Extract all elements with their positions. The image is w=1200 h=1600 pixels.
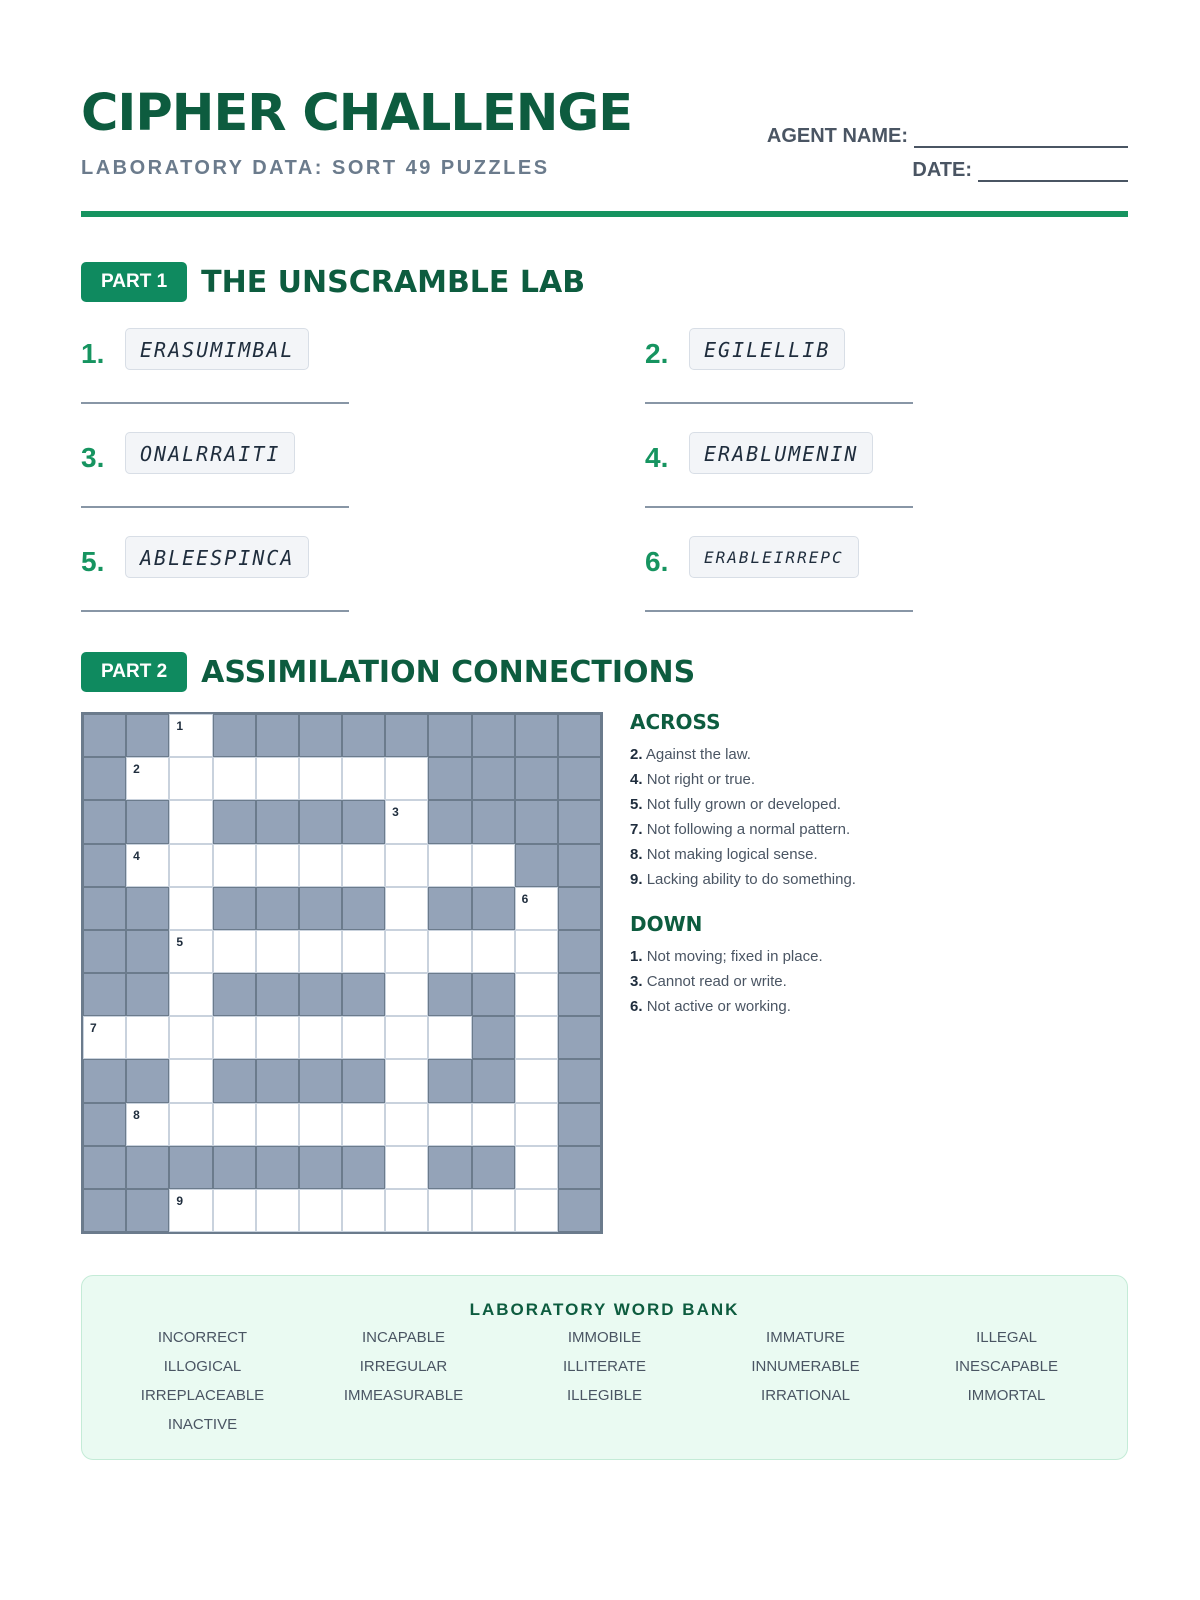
crossword-block: [83, 1146, 126, 1189]
clue-text: Not fully grown or developed.: [646, 796, 841, 813]
crossword-block: [83, 1059, 126, 1102]
crossword-cell[interactable]: [169, 1059, 212, 1102]
crossword-cell[interactable]: [515, 1103, 558, 1146]
answer-line[interactable]: [645, 402, 913, 404]
answer-line[interactable]: [645, 506, 913, 508]
crossword-block: [126, 1146, 169, 1189]
crossword-block: [213, 887, 256, 930]
word-bank-item: INESCAPABLE: [954, 1358, 1059, 1375]
crossword-block: [299, 887, 342, 930]
crossword-block: [299, 973, 342, 1016]
word-bank-item: IRREGULAR: [359, 1358, 448, 1375]
crossword-cell[interactable]: [169, 1016, 212, 1059]
crossword-block: [342, 887, 385, 930]
crossword-block: [299, 1059, 342, 1102]
crossword-cell[interactable]: [126, 844, 169, 887]
crossword-cell[interactable]: [428, 844, 471, 887]
crossword-block: [515, 800, 558, 843]
answer-line[interactable]: [81, 402, 349, 404]
crossword-block: [515, 757, 558, 800]
crossword-block: [472, 1016, 515, 1059]
crossword-cell[interactable]: [342, 930, 385, 973]
date-field[interactable]: [978, 162, 1128, 182]
clue-number-label: 1: [176, 719, 184, 733]
crossword-block: [256, 973, 299, 1016]
header-divider: [81, 211, 1128, 217]
crossword-cell[interactable]: [428, 1189, 471, 1232]
crossword-block: [428, 1059, 471, 1102]
worksheet-header: [81, 84, 1128, 220]
scrambled-word: EGILELLIB: [689, 328, 845, 370]
crossword-cell[interactable]: [385, 1016, 428, 1059]
crossword-block: [126, 930, 169, 973]
crossword-block: [558, 887, 601, 930]
crossword-cell[interactable]: [256, 930, 299, 973]
puzzle-number: 4.: [645, 442, 669, 473]
crossword-cell[interactable]: [385, 973, 428, 1016]
date-label: DATE:: [912, 159, 972, 181]
crossword-cell[interactable]: [169, 800, 212, 843]
crossword-block: [126, 887, 169, 930]
crossword-cell[interactable]: [169, 1189, 212, 1232]
crossword-cell[interactable]: [385, 844, 428, 887]
crossword-cell[interactable]: [385, 757, 428, 800]
crossword-block: [126, 714, 169, 757]
crossword-block: [428, 887, 471, 930]
crossword-block: [126, 973, 169, 1016]
crossword-cell[interactable]: [385, 1146, 428, 1189]
clue-number-label: 6: [521, 891, 529, 906]
crossword-block: [83, 887, 126, 930]
word-bank-item: ILLEGAL: [976, 1329, 1037, 1346]
crossword-cell[interactable]: [213, 757, 256, 800]
crossword-block: [299, 800, 342, 843]
crossword-cell[interactable]: [299, 757, 342, 800]
crossword-cell[interactable]: [515, 1189, 558, 1232]
crossword-clues: [630, 710, 1110, 1019]
word-bank-item: IRRATIONAL: [761, 1387, 850, 1404]
crossword-cell[interactable]: [169, 973, 212, 1016]
crossword-cell[interactable]: [169, 714, 212, 757]
crossword-cell[interactable]: [299, 930, 342, 973]
crossword-cell[interactable]: [213, 1016, 256, 1059]
crossword-block: [558, 1189, 601, 1232]
clue-text: Against the law.: [645, 746, 751, 763]
crossword-cell[interactable]: [299, 1189, 342, 1232]
crossword-block: [558, 800, 601, 843]
scrambled-word: ERABLEIRREPC: [689, 536, 859, 578]
crossword-block: [256, 714, 299, 757]
crossword-block: [83, 800, 126, 843]
across-clue: [630, 867, 1110, 892]
answer-line[interactable]: [81, 610, 349, 612]
crossword-block: [515, 714, 558, 757]
crossword-block: [299, 1146, 342, 1189]
scrambled-word: ERABLUMENIN: [689, 432, 873, 474]
crossword-block: [428, 714, 471, 757]
crossword-block: [83, 973, 126, 1016]
crossword-block: [83, 1103, 126, 1146]
word-bank-item: IMMOBILE: [567, 1329, 642, 1346]
clue-text: Cannot read or write.: [646, 973, 787, 990]
across-clue: [630, 817, 1110, 842]
crossword-cell[interactable]: [169, 757, 212, 800]
crossword-block: [83, 930, 126, 973]
clue-number-label: 9: [176, 1193, 184, 1208]
crossword-block: [256, 1146, 299, 1189]
crossword-cell[interactable]: [515, 973, 558, 1016]
clue-text: Not right or true.: [646, 771, 756, 788]
crossword-cell[interactable]: [385, 887, 428, 930]
crossword-block: [558, 757, 601, 800]
word-bank-title: LABORATORY WORD BANK: [469, 1300, 740, 1319]
crossword-block: [472, 1146, 515, 1189]
part2-heading: [81, 652, 695, 692]
word-bank-item: ILLEGIBLE: [566, 1387, 643, 1404]
clue-number: 9.: [630, 871, 643, 888]
agent-name-label: AGENT NAME:: [766, 125, 908, 147]
crossword-block: [472, 800, 515, 843]
crossword-cell[interactable]: [126, 1103, 169, 1146]
crossword-cell[interactable]: [428, 1103, 471, 1146]
crossword-block: [558, 1103, 601, 1146]
crossword-cell[interactable]: [256, 1189, 299, 1232]
crossword-block: [342, 714, 385, 757]
crossword-block: [213, 800, 256, 843]
puzzle-number: 1.: [81, 338, 105, 369]
scrambled-word: ERASUMIMBAL: [125, 328, 309, 370]
down-heading: DOWN: [630, 912, 703, 936]
part2-badge: PART 2: [81, 652, 187, 692]
page-title: CIPHER CHALLENGE: [81, 84, 633, 143]
clue-number-label: 8: [133, 1107, 140, 1122]
crossword-block: [558, 1016, 601, 1059]
crossword-cell[interactable]: [169, 887, 212, 930]
puzzle-number: 5.: [81, 546, 105, 577]
word-bank-item: ILLITERATE: [562, 1358, 647, 1375]
crossword-block: [169, 1146, 212, 1189]
crossword-block: [342, 973, 385, 1016]
part1-badge: PART 1: [81, 262, 187, 302]
crossword-block: [472, 757, 515, 800]
crossword-cell[interactable]: [342, 1103, 385, 1146]
crossword-cell[interactable]: [472, 1103, 515, 1146]
crossword-block: [428, 800, 471, 843]
crossword-cell[interactable]: [472, 930, 515, 973]
crossword-cell[interactable]: [342, 844, 385, 887]
crossword-cell[interactable]: [299, 1103, 342, 1146]
clue-number-label: 7: [90, 1021, 97, 1036]
agent-name-field[interactable]: [914, 128, 1128, 148]
puzzle-number: 2.: [645, 338, 669, 369]
clue-number: 7.: [630, 821, 643, 838]
crossword-block: [472, 973, 515, 1016]
crossword-cell[interactable]: [472, 1189, 515, 1232]
crossword-block: [83, 714, 126, 757]
crossword-cell[interactable]: [299, 1016, 342, 1059]
date-row: [728, 156, 1128, 182]
crossword-cell[interactable]: [385, 930, 428, 973]
word-bank-item: IMMATURE: [766, 1329, 845, 1346]
word-bank-item: IMMORTAL: [967, 1387, 1046, 1404]
crossword-block: [213, 714, 256, 757]
crossword-cell[interactable]: [515, 887, 558, 930]
crossword-block: [342, 800, 385, 843]
clue-text: Not making logical sense.: [646, 846, 818, 863]
clue-text: Not moving; fixed in place.: [646, 948, 823, 965]
crossword-block: [342, 1146, 385, 1189]
puzzle-number: 3.: [81, 442, 105, 473]
clue-number-label: 4: [133, 848, 140, 863]
crossword-cell[interactable]: [342, 1189, 385, 1232]
crossword-cell[interactable]: [472, 844, 515, 887]
crossword-block: [558, 1059, 601, 1102]
clue-number: 2.: [630, 746, 643, 763]
crossword-block: [126, 1189, 169, 1232]
answer-line[interactable]: [645, 610, 913, 612]
crossword-cell[interactable]: [256, 1103, 299, 1146]
crossword-cell[interactable]: [515, 1059, 558, 1102]
crossword-block: [558, 844, 601, 887]
across-clue: [630, 842, 1110, 867]
crossword-block: [558, 714, 601, 757]
across-heading: ACROSS: [630, 710, 721, 734]
across-clue: [630, 792, 1110, 817]
across-clue: [630, 767, 1110, 792]
agent-info-block: [728, 122, 1128, 190]
crossword-block: [515, 844, 558, 887]
down-clue: [630, 969, 1110, 994]
clue-number: 6.: [630, 998, 643, 1015]
crossword-cell[interactable]: [385, 800, 428, 843]
clue-number: 1.: [630, 948, 643, 965]
scrambled-word: ABLEESPINCA: [125, 536, 309, 578]
agent-name-row: [728, 122, 1128, 148]
crossword-cell[interactable]: [213, 1103, 256, 1146]
crossword-grid: [81, 712, 603, 1234]
crossword-block: [256, 887, 299, 930]
clue-text: Lacking ability to do something.: [646, 871, 856, 888]
crossword-block: [126, 800, 169, 843]
crossword-cell[interactable]: [299, 844, 342, 887]
crossword-cell[interactable]: [385, 1059, 428, 1102]
crossword-block: [213, 1059, 256, 1102]
part2-title: ASSIMILATION CONNECTIONS: [201, 654, 696, 690]
crossword-cell[interactable]: [385, 1189, 428, 1232]
down-clue: [630, 994, 1110, 1019]
crossword-block: [428, 1146, 471, 1189]
crossword-cell[interactable]: [256, 844, 299, 887]
crossword-block: [558, 973, 601, 1016]
word-bank-item: INNUMERABLE: [751, 1358, 860, 1375]
clue-number-label: 5: [176, 934, 184, 949]
crossword-block: [428, 973, 471, 1016]
crossword-cell[interactable]: [126, 757, 169, 800]
crossword-cell[interactable]: [515, 1146, 558, 1189]
crossword-block: [213, 1146, 256, 1189]
crossword-block: [342, 1059, 385, 1102]
crossword-block: [83, 757, 126, 800]
crossword-block: [472, 887, 515, 930]
clue-number: 8.: [630, 846, 643, 863]
clue-number-label: 2: [133, 762, 140, 777]
crossword-cell[interactable]: [256, 757, 299, 800]
crossword-block: [299, 714, 342, 757]
down-clue: [630, 944, 1110, 969]
clue-text: Not following a normal pattern.: [646, 821, 851, 838]
crossword-cell[interactable]: [515, 1016, 558, 1059]
crossword-cell[interactable]: [169, 844, 212, 887]
crossword-cell[interactable]: [213, 930, 256, 973]
crossword-cell[interactable]: [385, 1103, 428, 1146]
answer-line[interactable]: [81, 506, 349, 508]
clue-number: 5.: [630, 796, 643, 813]
crossword-cell[interactable]: [83, 1016, 126, 1059]
crossword-cell[interactable]: [169, 930, 212, 973]
clue-number-label: 3: [392, 805, 399, 820]
crossword-cell[interactable]: [428, 930, 471, 973]
crossword-cell[interactable]: [428, 1016, 471, 1059]
crossword-block: [558, 1146, 601, 1189]
word-bank-list: [102, 1326, 1107, 1436]
crossword-block: [83, 1189, 126, 1232]
across-clue: [630, 742, 1110, 767]
crossword-cell[interactable]: [213, 844, 256, 887]
word-bank-item: INCORRECT: [157, 1329, 248, 1346]
word-bank: [81, 1275, 1128, 1460]
crossword-block: [83, 844, 126, 887]
part1-title: THE UNSCRAMBLE LAB: [201, 264, 586, 300]
crossword-cell[interactable]: [256, 1016, 299, 1059]
word-bank-item: INACTIVE: [167, 1416, 238, 1433]
crossword-cell[interactable]: [515, 930, 558, 973]
page-subtitle: LABORATORY DATA: SORT 49 PUZZLES: [81, 157, 550, 179]
word-bank-item: INCAPABLE: [361, 1329, 446, 1346]
crossword-block: [256, 1059, 299, 1102]
crossword-block: [472, 714, 515, 757]
crossword-cell[interactable]: [342, 1016, 385, 1059]
part1-heading: [81, 262, 585, 302]
clue-text: Not active or working.: [646, 998, 791, 1015]
crossword-block: [428, 757, 471, 800]
clue-number: 3.: [630, 973, 643, 990]
word-bank-item: ILLOGICAL: [163, 1358, 242, 1375]
crossword-block: [385, 714, 428, 757]
clue-number: 4.: [630, 771, 643, 788]
word-bank-item: IRREPLACEABLE: [140, 1387, 265, 1404]
scrambled-word: ONALRRAITI: [125, 432, 295, 474]
crossword-cell[interactable]: [342, 757, 385, 800]
crossword-block: [472, 1059, 515, 1102]
puzzle-number: 6.: [645, 546, 669, 577]
word-bank-item: IMMEASURABLE: [343, 1387, 464, 1404]
crossword-block: [256, 800, 299, 843]
crossword-cell[interactable]: [213, 1189, 256, 1232]
crossword-cell[interactable]: [126, 1016, 169, 1059]
crossword-block: [558, 930, 601, 973]
crossword-block: [213, 973, 256, 1016]
crossword-cell[interactable]: [169, 1103, 212, 1146]
crossword-block: [126, 1059, 169, 1102]
